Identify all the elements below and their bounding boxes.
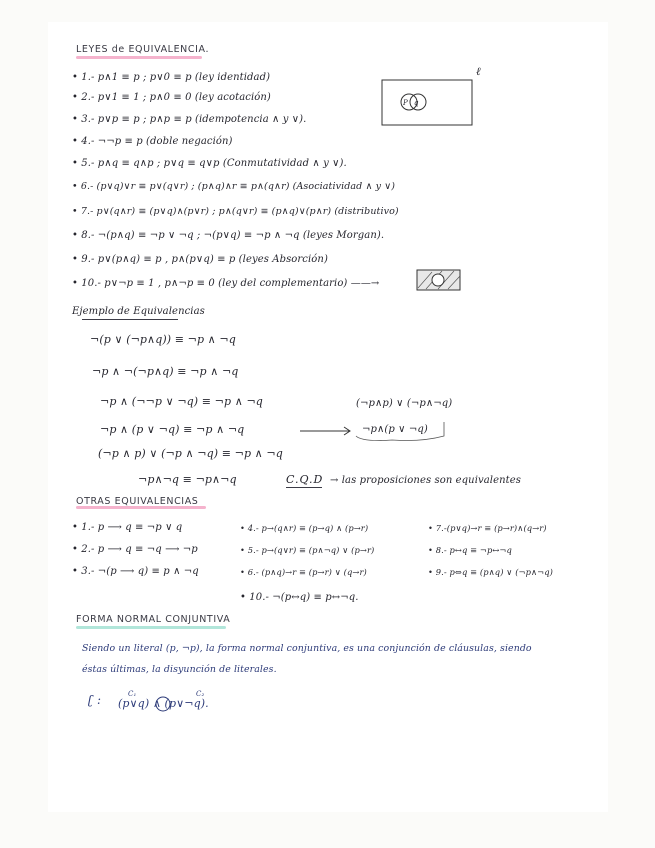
qed-label: C.Q.D [286,473,324,486]
law-6: • 6.- (p∨q)∨r ≡ p∨(q∨r) ; (p∧q)∧r ≡ p∧(q∧r) (Asociatividad ∧ y ∨) [72,181,396,192]
fnc-definition-line-1: Siendo un literal (p, ¬p), la forma normal conjuntiva, es una conjunción de cláusulas, siendo [82,643,532,654]
law-8: • 8.- ¬(p∧q) ≡ ¬p ∨ ¬q ; ¬(p∨q) ≡ ¬p ∧ ¬q (leyes Morgan). [72,230,385,241]
law-10: • 10.- p∨¬p ≡ 1 , p∧¬p ≡ 0 (ley del complementario) ——→ [72,278,380,289]
other-10: • 10.- ¬(p↔q) ≡ p↔¬q. [240,592,359,603]
clause-1-label: C₁ [128,690,137,698]
example-title-underline [82,319,178,320]
law-7: • 7.- p∨(q∧r) ≡ (p∨q)∧(p∨r) ; p∧(q∨r) ≡ (p∧q)∨(p∧r) (distributivo) [72,206,399,217]
venn-q-label: q [414,99,419,107]
title-highlight [76,56,202,59]
example-line-6: ¬p∧¬q ≡ ¬p∧¬q [138,473,237,486]
example-title: Ejemplo de Equivalencias [72,306,205,317]
side-note-1: (¬p∧p) ∨ (¬p∧¬q) [356,398,453,409]
venn-p-label: P [403,99,408,107]
and-circle-icon [154,695,172,713]
example-line-2: ¬p ∧ ¬(¬p∧q) ≡ ¬p ∧ ¬q [92,365,239,378]
example-line-4: ¬p ∧ (p ∨ ¬q) ≡ ¬p ∧ ¬q [100,423,245,436]
fnc-example-label: ʗ : [88,693,102,707]
example-line-5: (¬p ∧ p) ∨ (¬p ∧ ¬q) ≡ ¬p ∧ ¬q [98,447,283,460]
complement-diagram [416,268,466,294]
conclusion-text: → las proposiciones son equivalentes [330,475,522,486]
law-5: • 5.- p∧q ≡ q∧p ; p∨q ≡ q∨p (Conmutatividad ∧ y ∨). [72,158,347,169]
other-9: • 9.- p⇔q ≡ (p∧q) ∨ (¬p∧¬q) [428,567,553,577]
law-4: • 4.- ¬¬p ≡ p (doble negación) [72,136,233,147]
other-1: • 1.- p ⟶ q ≡ ¬p ∨ q [72,522,183,533]
other-5: • 5.- p→(q∨r) ≡ (p∧¬q) ∨ (p→r) [240,545,375,555]
fnc-title: FORMA NORMAL CONJUNTIVA [76,614,231,625]
fnc-title-highlight [76,626,226,629]
law-2: • 2.- p∨1 ≡ 1 ; p∧0 ≡ 0 (ley acotación) [72,92,271,103]
example-line-1: ¬(p ∨ (¬p∧q)) ≡ ¬p ∧ ¬q [90,333,236,346]
clause-2-label: C₂ [196,690,205,698]
brace-icon [352,418,452,444]
other-2: • 2.- p ⟶ q ≡ ¬q ⟶ ¬p [72,544,198,555]
venn-universe [382,80,472,125]
venn-universe-label: ℓ [476,65,481,78]
others-title: OTRAS EQUIVALENCIAS [76,496,199,507]
other-6: • 6.- (p∧q)→r ≡ (p→r) ∨ (q→r) [240,567,367,577]
law-9: • 9.- p∨(p∧q) ≡ p , p∧(p∨q) ≡ p (leyes Absorción) [72,254,328,265]
other-7: • 7.-(p∨q)→r ≡ (p→r)∧(q→r) [428,523,547,533]
other-4: • 4.- p→(q∧r) ≡ (p→q) ∧ (p→r) [240,523,369,533]
fnc-definition-line-2: éstas últimas, la disyunción de literales. [82,664,277,675]
law-1: • 1.- p∧1 ≡ p ; p∨0 ≡ p (ley identidad) [72,72,271,83]
qed-underline [286,487,322,488]
example-line-3: ¬p ∧ (¬¬p ∨ ¬q) ≡ ¬p ∧ ¬q [100,395,263,408]
venn-diagram [380,70,490,130]
other-8: • 8.- p↔q ≡ ¬p↔¬q [428,545,512,555]
fnc-example: (p∨q) ∧ (p∨¬q). [118,697,209,710]
other-3: • 3.- ¬(p ⟶ q) ≡ p ∧ ¬q [72,566,199,577]
laws-title: LEYES de EQUIVALENCIA. [76,44,210,55]
arrow-icon [300,426,360,436]
side-note-2: ¬p∧(p ∨ ¬q) [362,424,428,435]
law-3: • 3.- p∨p ≡ p ; p∧p ≡ p (idempotencia ∧ y ∨). [72,114,307,125]
